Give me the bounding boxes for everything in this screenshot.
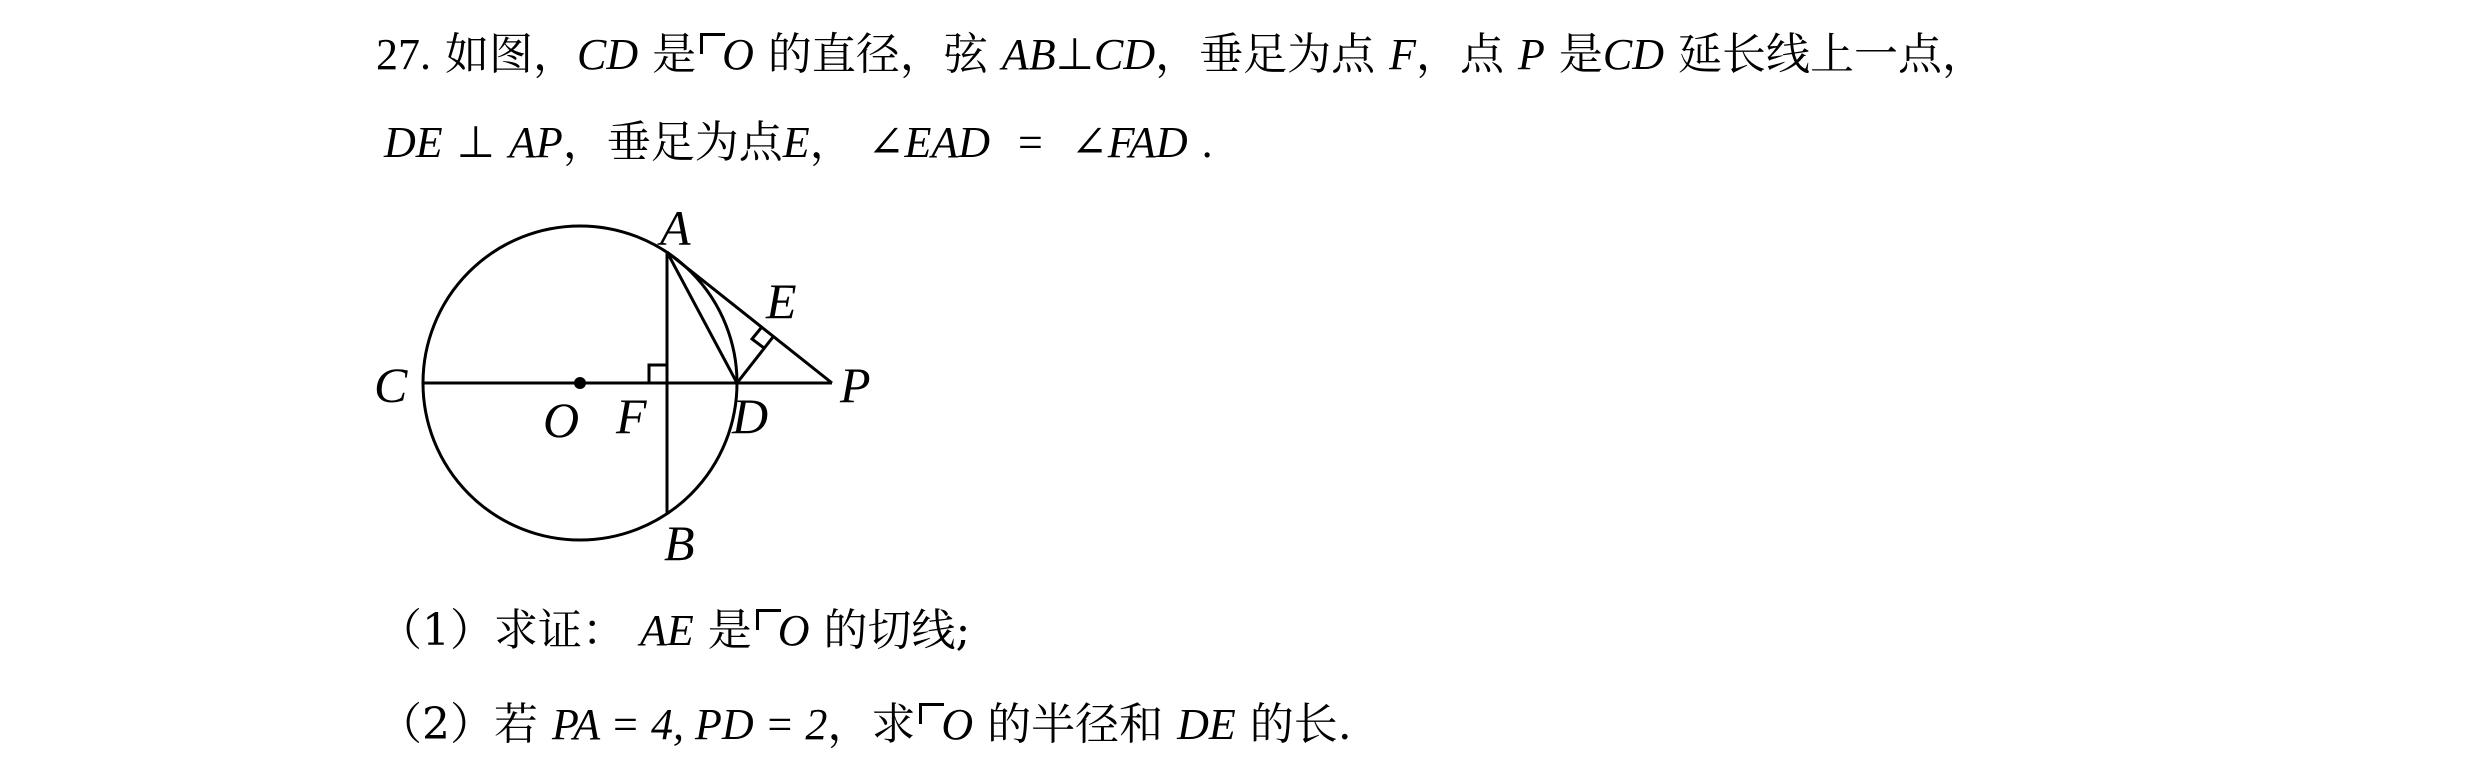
- text: 求证：: [494, 605, 626, 656]
- equals-sign: =: [1018, 118, 1043, 167]
- circle-symbol: [702, 25, 754, 85]
- math-e: E: [782, 118, 810, 167]
- math-f: F: [1389, 30, 1417, 79]
- angle-fad: ∠FAD: [1070, 118, 1188, 167]
- math-o: O: [941, 700, 974, 749]
- math-cd: CD: [577, 30, 639, 79]
- text: 是: [707, 605, 752, 656]
- problem-line-2: [384, 113, 1213, 173]
- text: 延长线上一点，: [1678, 29, 1987, 80]
- label-a: A: [660, 205, 691, 256]
- label-c: C: [374, 357, 408, 413]
- text: ，垂足为点: [1155, 29, 1376, 80]
- perp-symbol: ⊥: [1055, 29, 1094, 80]
- perp-symbol: ⊥: [456, 117, 495, 168]
- question-1: [378, 601, 970, 661]
- angle-ead: ∠EAD: [867, 118, 991, 167]
- label-p: P: [840, 357, 871, 413]
- circle-symbol: [758, 601, 810, 661]
- segment-ap: [667, 252, 832, 383]
- problem-line-1: [376, 25, 1986, 85]
- right-angle-e: [752, 328, 764, 348]
- segment-ad: [667, 252, 737, 383]
- label-d: D: [732, 388, 769, 444]
- geometry-figure: [370, 205, 890, 570]
- text: 是: [1558, 29, 1603, 80]
- text: ，求: [827, 699, 916, 750]
- text: 是: [652, 29, 697, 80]
- label-b: B: [664, 515, 695, 570]
- text: ，垂足为点: [562, 117, 783, 168]
- segment-de: [737, 337, 773, 383]
- problem-number: 27.: [376, 30, 431, 79]
- question-number: （2）: [378, 699, 494, 750]
- math-o: O: [722, 30, 754, 79]
- text: 的切线;: [823, 605, 971, 656]
- text: 的长.: [1249, 699, 1352, 750]
- math-de: DE: [1177, 700, 1236, 749]
- question-2: [378, 695, 1352, 755]
- math-cd: CD: [1094, 30, 1156, 79]
- label-e: E: [766, 273, 797, 329]
- math-de: DE: [384, 118, 443, 167]
- text: 的半径和: [987, 699, 1164, 750]
- text: 若: [494, 699, 538, 750]
- text: ，: [809, 117, 854, 168]
- right-angle-f: [649, 365, 667, 383]
- math-ap: AP: [508, 118, 563, 167]
- math-p: P: [1518, 30, 1545, 79]
- center-point-o: [574, 377, 586, 389]
- text: ，点: [1416, 29, 1505, 80]
- math-cd: CD: [1602, 30, 1665, 79]
- math-ab: AB: [1001, 30, 1056, 79]
- math-formula: PA = 4, PD = 2: [552, 700, 828, 749]
- text: 的直径，弦: [767, 29, 988, 80]
- text: 如图，: [445, 29, 577, 80]
- circle-symbol: [921, 695, 973, 755]
- label-o: O: [543, 392, 580, 448]
- question-number: （1）: [378, 605, 494, 656]
- label-f: F: [616, 388, 647, 444]
- period: .: [1201, 118, 1213, 167]
- math-ae: AE: [640, 606, 694, 655]
- math-o: O: [777, 606, 810, 655]
